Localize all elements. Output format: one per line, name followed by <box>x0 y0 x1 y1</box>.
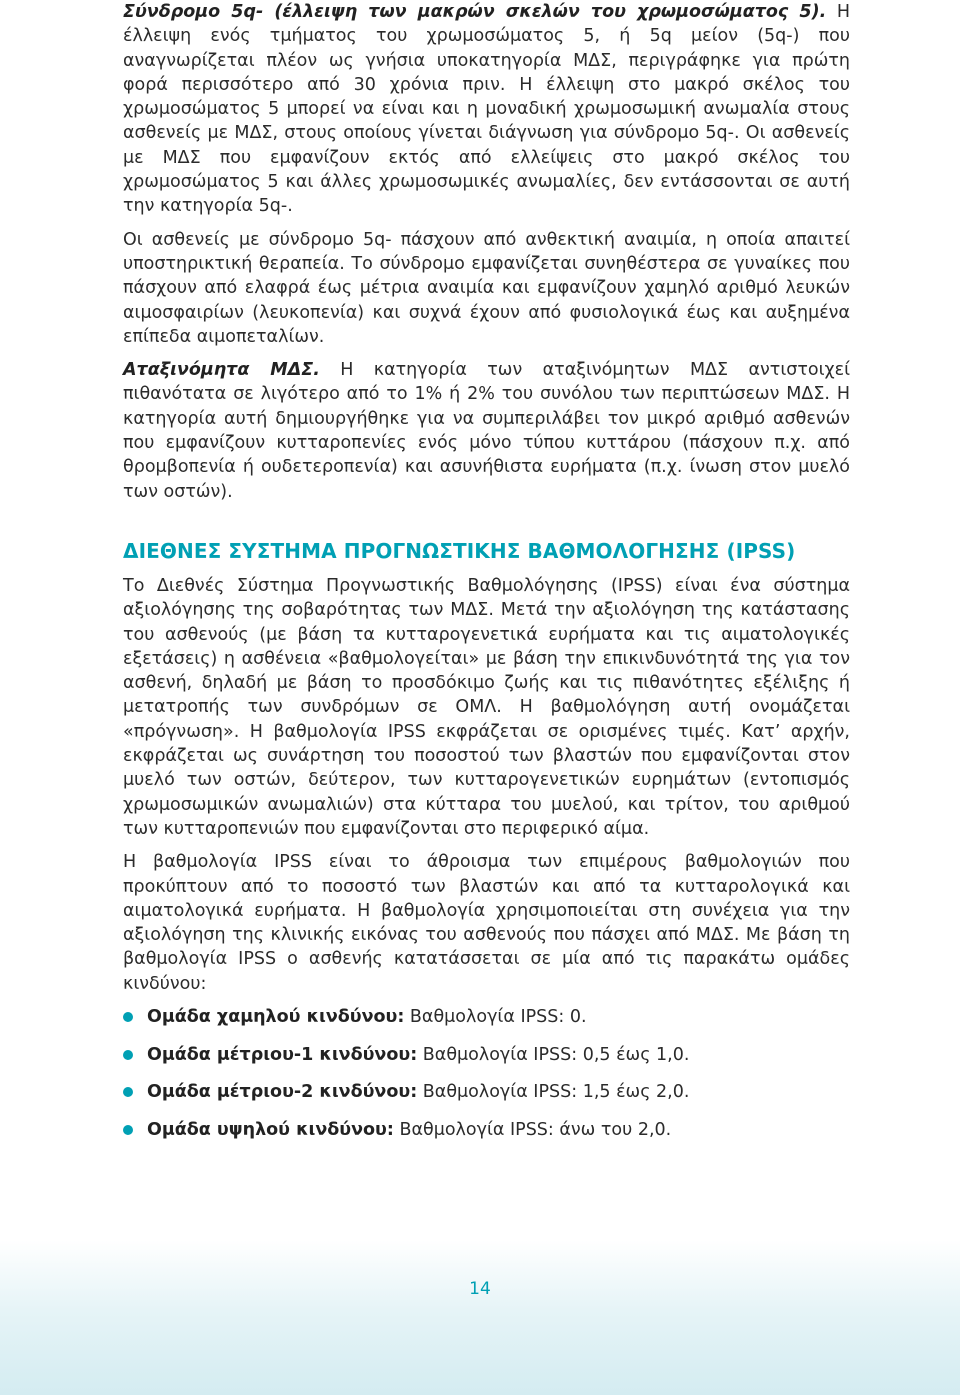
risk-group-value: Βαθμολογία IPSS: 1,5 έως 2,0. <box>422 1082 690 1103</box>
subsection-title-unclassified: Αταξινόμητα ΜΔΣ. <box>123 360 320 381</box>
footer-gradient-band <box>0 1240 960 1395</box>
paragraph-5q-syndrome <box>123 0 850 219</box>
paragraph-ipss-intro: Το Διεθνές Σύστημα Προγνωστικής Βαθμολόγησης (IPSS) είναι ένα σύστημα αξιολόγησης της σοβαρότητας των ΜΔΣ. Μετά την αξιολόγηση της κατάστασης του ασθενούς (με βάση τα κυτταρογενετικά ευρήματα και τις αιματολογικές εξετάσεις) η ασθένεια «βαθμολογείται» με βάση την επικινδυνότητά της για τον ασθενή, δηλαδή με βάση το προσδόκιμο ζωής και τις πιθανότητες εξέλιξης ή μετατροπής των συνδρόμων σε ΟΜΛ. Η βαθμολόγηση αυτή ονομάζεται «πρόγνωση». Η βαθμολογία IPSS εκφράζεται σε ορισμένες τιμές. Κατ’ αρχήν, εκφράζεται ως συνάρτηση του ποσοστού των βλαστών που εμφανίζονται στον μυελό των οστών, δεύτερον, των κυτταρογενετικών ευρημάτων (εντοπισμός χρωμοσωμικών ανωμαλιών) στα κύτταρα του μυελού, και τρίτον, του αριθμού των κυτταροπενιών που εμφανίζονται στο περιφερικό αίμα. <box>123 575 850 839</box>
list-item <box>123 1118 850 1142</box>
bullet-icon <box>123 1012 133 1022</box>
bullet-icon <box>123 1087 133 1097</box>
list-item <box>123 1043 850 1067</box>
paragraph-text: Η κατηγορία των αταξινόμητων ΜΔΣ αντιστοιχεί πιθανότατα σε λιγότερο από το 1% ή 2% του συνόλου των περιπτώσεων ΜΔΣ. Η κατηγορία αυτή δημιουργήθηκε για να συμπεριλάβει τον μικρό αριθμό ασθενών που εμφανίζουν κυτταροπενίες ενός μόνο τύπου κυττάρου (πάσχουν π.χ. από θρομβοπενία ή ουδετεροπενία) και ασυνήθιστα ευρήματα (π.χ. ίνωση στον μυελό των οστών). <box>123 360 850 502</box>
risk-group-value: Βαθμολογία IPSS: 0,5 έως 1,0. <box>422 1044 690 1065</box>
risk-group-list <box>123 1005 850 1142</box>
bullet-icon <box>123 1050 133 1060</box>
risk-group-value: Βαθμολογία IPSS: 0. <box>409 1006 587 1027</box>
paragraph-5q-symptoms: Οι ασθενείς με σύνδρομο 5q- πάσχουν από ανθεκτική αναιμία, η οποία απαιτεί υποστηρικτική θεραπεία. Το σύνδρομο εμφανίζεται συνηθέστερα σε γυναίκες που πάσχουν από ελαφρά έως μέτρια αναιμία και εμφανίζουν χαμηλό αριθμό λευκών αιμοσφαιρίων (λευκοπενία) και συχνά έχουν από φυσιολογικά έως και αυξημένα επίπεδα αιμοπεταλίων. <box>123 229 850 347</box>
page-content <box>123 0 850 1155</box>
subsection-title-5q-syndrome: Σύνδρομο 5q- (έλλειψη των μακρών σκελών του χρωμοσώματος 5). <box>123 2 827 22</box>
paragraph-unclassified-mds <box>123 358 850 504</box>
risk-group-label: Ομάδα μέτριου-1 κινδύνου: <box>147 1044 418 1065</box>
risk-group-label: Ομάδα υψηλού κινδύνου: <box>147 1119 394 1140</box>
section-heading-ipss: ΔΙΕΘΝΕΣ ΣΥΣΤΗΜΑ ΠΡΟΓΝΩΣΤΙΚΗΣ ΒΑΘΜΟΛΟΓΗΣΗΣ (IPSS) <box>123 538 796 563</box>
list-item <box>123 1005 850 1029</box>
risk-group-label: Ομάδα μέτριου-2 κινδύνου: <box>147 1082 418 1103</box>
page-number: 14 <box>469 1279 491 1299</box>
risk-group-label: Ομάδα χαμηλού κινδύνου: <box>147 1006 405 1027</box>
risk-group-value: Βαθμολογία IPSS: άνω του 2,0. <box>399 1119 672 1140</box>
list-item <box>123 1080 850 1104</box>
bullet-icon <box>123 1125 133 1135</box>
paragraph-ipss-score: Η βαθμολογία IPSS είναι το άθροισμα των επιμέρους βαθμολογιών που προκύπτουν από το ποσοστό των βλαστών και από τα κυτταρολογικά και αιματολογικά ευρήματα. Η βαθμολογία χρησιμοποιείται στη συνέχεια για την αξιολόγηση της κλινικής εικόνας του ασθενούς που πάσχει από ΜΔΣ. Με βάση τη βαθμολογία IPSS ο ασθενής κατατάσσεται σε μία από τις παρακάτω ομάδες κινδύνου: <box>123 852 850 994</box>
paragraph-text: Η έλλειψη ενός τμήματος του χρωμοσώματος 5, ή 5q μείον (5q-) που αναγνωρίζεται πλέον ως γνήσια υποκατηγορία ΜΔΣ, περιγράφηκε για πρώτη φορά περισσότερο από 30 χρόνια πριν. Η έλλειψη στο μακρό σκέλος του χρωμοσώματος 5 μπορεί να είναι και η μοναδική χρωμοσωμική ανωμαλία στους ασθενείς με ΜΔΣ, στους οποίους γίνεται διάγνωση για σύνδρομο 5q-. Οι ασθενείς με ΜΔΣ που εμφανίζουν εκτός από ελλείψεις στο μακρό σκέλος του χρωμοσώματος 5 και άλλες χρωμοσωμικές ανωμαλίες, δεν εντάσσονται σε αυτή την κατηγορία 5q-. <box>123 2 850 217</box>
